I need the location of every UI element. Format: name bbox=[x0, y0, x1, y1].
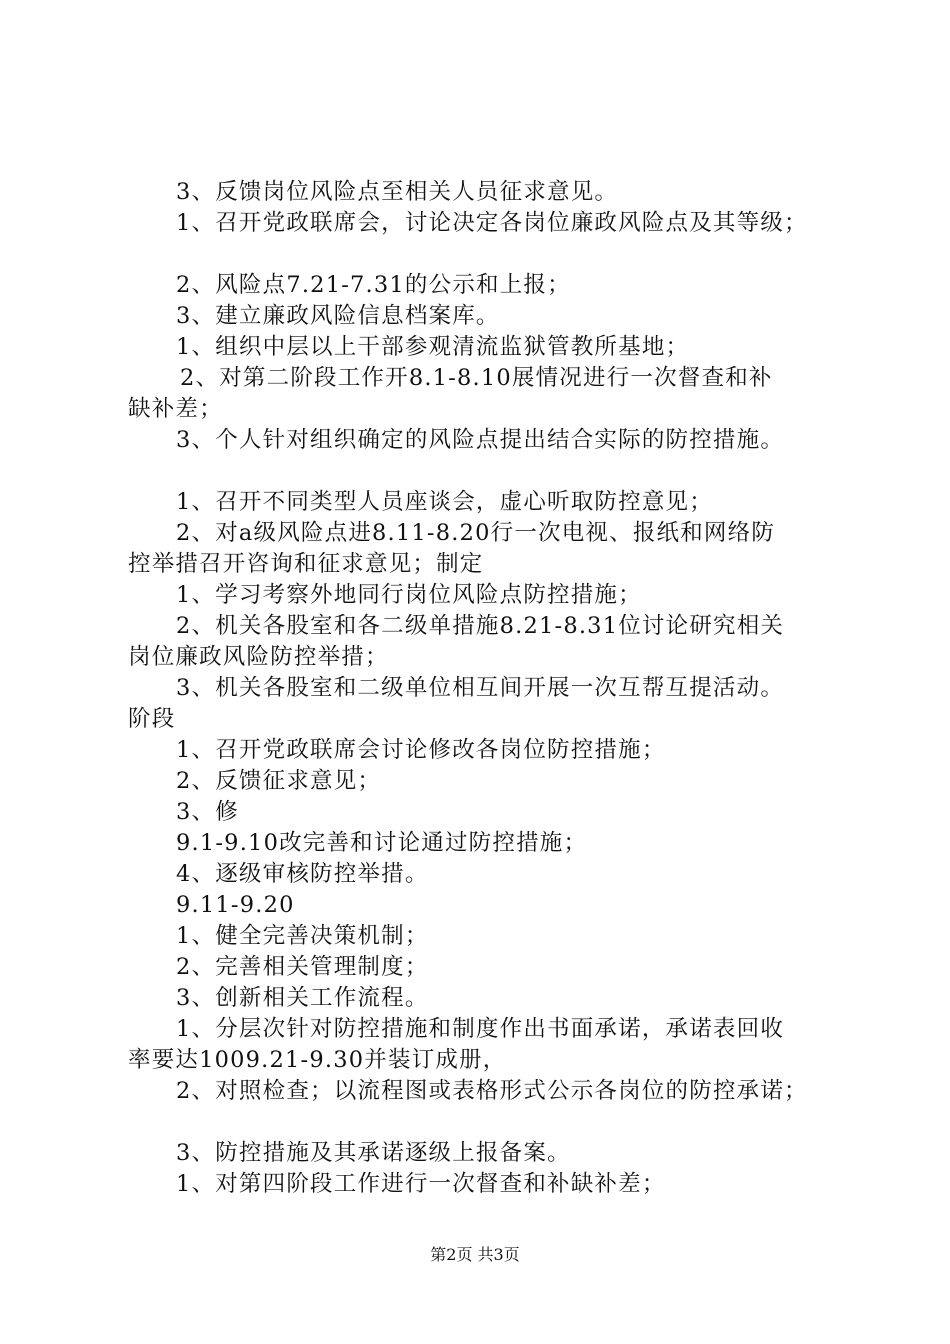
paragraph-gap bbox=[128, 239, 838, 270]
text-line: 缺补差； bbox=[128, 396, 223, 422]
text-line: 2、对a级风险点进8.11-8.20行一次电视、报纸和网络防 bbox=[176, 520, 776, 546]
text-line: 3、个人针对组织确定的风险点提出结合实际的防控措施。 bbox=[176, 427, 785, 453]
text-line: 9.11-9.20 bbox=[176, 892, 295, 918]
text-line: 2、机关各股室和各二级单措施8.21-8.31位讨论研究相关 bbox=[176, 613, 785, 639]
text-line: 1、召开不同类型人员座谈会，虚心听取防控意见； bbox=[176, 489, 713, 515]
text-line: 1、健全完善决策机制； bbox=[176, 923, 429, 949]
page-number-footer: 第2页 共3页 bbox=[430, 1245, 520, 1264]
paragraph-gap bbox=[128, 1107, 838, 1138]
text-line: 3、修 bbox=[176, 799, 239, 825]
text-line: 1、组织中层以上干部参观清流监狱管教所基地； bbox=[176, 334, 690, 360]
text-line: 1、召开党政联席会讨论修改各岗位防控措施； bbox=[176, 737, 666, 763]
text-line: 3、建立廉政风险信息档案库。 bbox=[176, 303, 500, 329]
text-line: 1、召开党政联席会，讨论决定各岗位廉政风险点及其等级； bbox=[176, 210, 808, 236]
text-line: 4、逐级审核防控举措。 bbox=[176, 861, 429, 887]
text-line: 岗位廉政风险防控举措； bbox=[128, 644, 389, 670]
text-line: 控举措召开咨询和征求意见；制定 bbox=[128, 551, 484, 577]
text-line: 率要达1009.21-9.30并装订成册， bbox=[128, 1047, 507, 1073]
text-line: 1、对第四阶段工作进行一次督查和补缺补差； bbox=[176, 1171, 666, 1197]
text-line: 2、对第二阶段工作开8.1-8.10展情况进行一次督查和补 bbox=[180, 365, 773, 391]
text-line: 3、防控措施及其承诺逐级上报备案。 bbox=[176, 1140, 571, 1166]
paragraph-gap bbox=[128, 456, 838, 487]
text-line: 1、学习考察外地同行岗位风险点防控措施； bbox=[176, 582, 642, 608]
text-line: 3、反馈岗位风险点至相关人员征求意见。 bbox=[176, 179, 619, 205]
text-line: 2、完善相关管理制度； bbox=[176, 954, 429, 980]
text-line: 9.1-9.10改完善和讨论通过防控措施； bbox=[176, 830, 588, 856]
text-line: 2、风险点7.21-7.31的公示和上报； bbox=[176, 272, 571, 298]
document-body bbox=[128, 177, 838, 1200]
text-line: 3、创新相关工作流程。 bbox=[176, 985, 429, 1011]
text-line: 1、分层次针对防控措施和制度作出书面承诺，承诺表回收 bbox=[176, 1016, 785, 1042]
text-line: 2、对照检查；以流程图或表格形式公示各岗位的防控承诺； bbox=[176, 1078, 808, 1104]
text-line: 阶段 bbox=[128, 706, 176, 732]
text-line: 2、反馈征求意见； bbox=[176, 768, 382, 794]
text-line: 3、机关各股室和二级单位相互间开展一次互帮互提活动。 bbox=[176, 675, 785, 701]
